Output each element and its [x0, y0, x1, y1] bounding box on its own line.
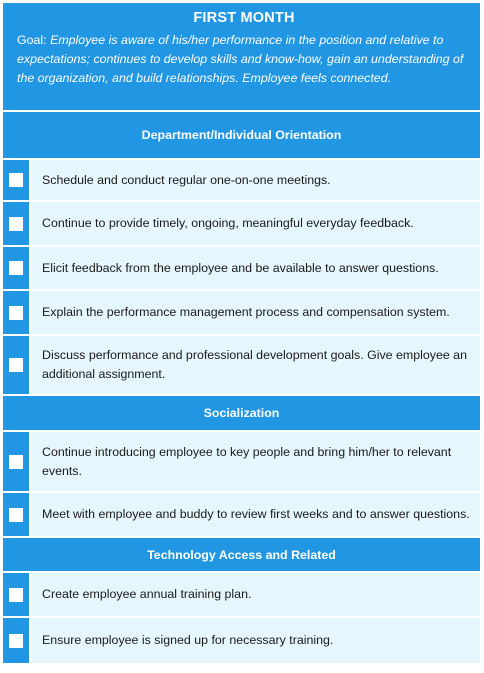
checklist-row [3, 618, 480, 665]
checklist-document [3, 3, 480, 670]
section-header-technology: Technology Access and Related [3, 538, 480, 573]
checklist-item-text: Continue to provide timely, ongoing, meaningful everyday feedback. [42, 216, 414, 230]
checklist-item-text: Continue introducing employee to key people and bring him/her to relevant events. [42, 444, 452, 478]
checklist-row [3, 202, 480, 247]
checklist-item-text: Create employee annual training plan. [42, 587, 252, 601]
checklist-row [3, 336, 480, 396]
goal-statement [17, 31, 471, 88]
checklist-item-text: Elicit feedback from the employee and be available to answer questions. [42, 260, 439, 275]
checkbox[interactable] [9, 306, 23, 320]
checkbox[interactable] [9, 217, 23, 231]
goal-label: Goal: [17, 33, 47, 47]
checklist-row [3, 291, 480, 336]
checklist-row [3, 573, 480, 618]
page-title: FIRST MONTH [193, 10, 295, 26]
checklist-item-text: Ensure employee is signed up for necessary training. [42, 633, 334, 647]
checklist-item-text: Discuss performance and professional development goals. Give employee an additional assignment. [42, 348, 467, 381]
header-panel [3, 3, 480, 112]
checkbox[interactable] [9, 634, 23, 648]
checklist-row [3, 432, 480, 493]
goal-text: Employee is aware of his/her performance in the position and relative to expectations; continues to develop skills and know-how, gain an understanding of the organization, and build relationships. Employee feels connected. [17, 33, 464, 85]
checkbox[interactable] [9, 455, 23, 469]
checklist-row [3, 247, 480, 291]
checklist-row [3, 160, 480, 202]
checkbox[interactable] [9, 588, 23, 602]
checklist-item-text: Schedule and conduct regular one-on-one meetings. [42, 172, 331, 187]
checkbox[interactable] [9, 358, 23, 372]
checklist-item-text: Explain the performance management process and compensation system. [42, 305, 450, 319]
checklist-item-text: Meet with employee and buddy to review first weeks and to answer questions. [42, 507, 470, 521]
checkbox[interactable] [9, 261, 23, 275]
checklist-row [3, 493, 480, 538]
section-header-socialization: Socialization [3, 396, 480, 432]
section-header-orientation: Department/Individual Orientation [3, 112, 480, 160]
checkbox[interactable] [9, 173, 23, 187]
checkbox[interactable] [9, 508, 23, 522]
